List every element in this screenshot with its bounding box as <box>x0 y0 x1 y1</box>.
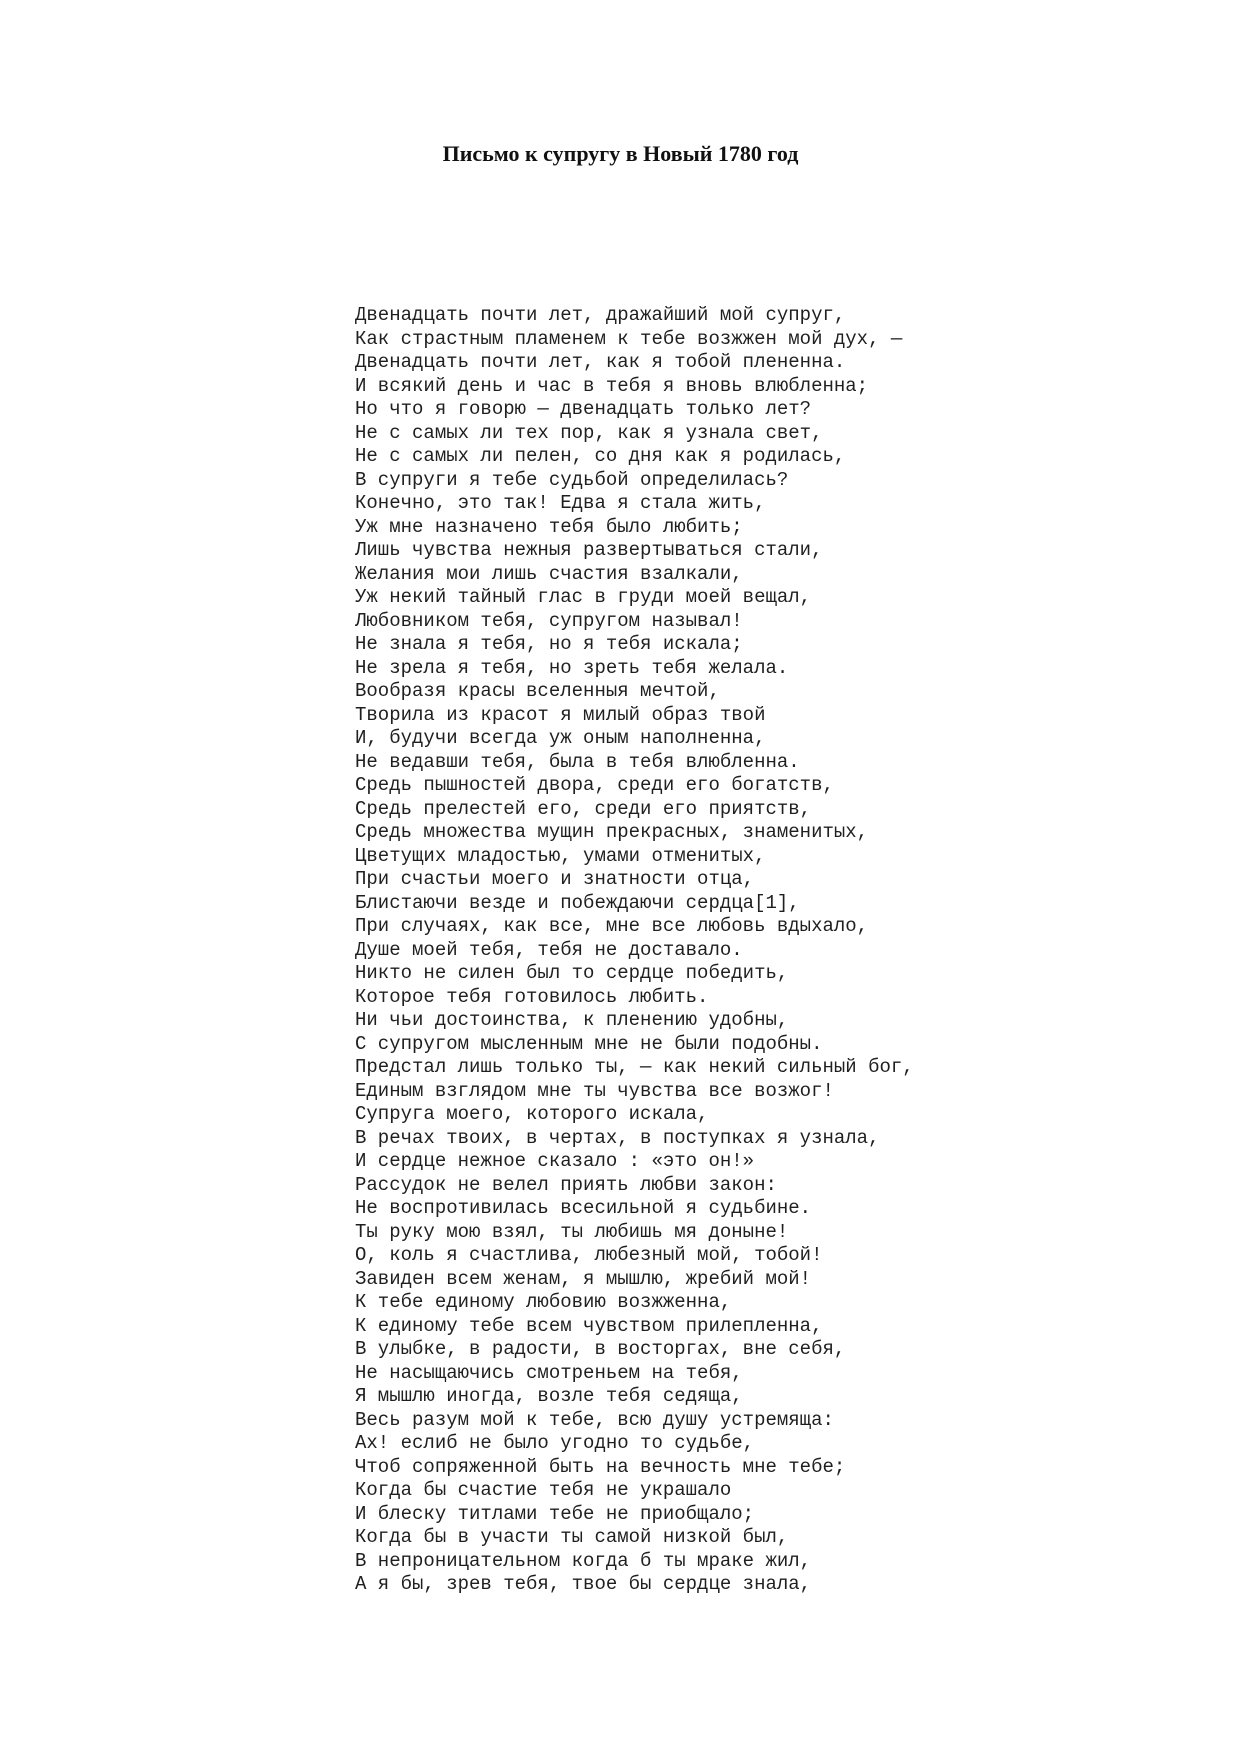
poem-line: Цветущих младостью, умами отменитых, <box>355 844 766 867</box>
poem-line: Уж мне назначено тебя было любить; <box>355 515 743 538</box>
poem-line: Любовником тебя, супругом называл! <box>355 609 743 632</box>
poem-line: И сердце нежное сказало : «это он!» <box>355 1150 755 1172</box>
poem-line: Я мышлю иногда, возле тебя седяща, <box>355 1385 743 1407</box>
poem-line: И блеску титлами тебе не приобщало; <box>355 1502 755 1525</box>
poem-line: Не ведавши тебя, была в тебя влюбленна. <box>355 750 800 773</box>
poem-line: О, коль я счастлива, любезный мой, тобой! <box>355 1244 823 1266</box>
poem-line: Не воспротивилась всесильной я судьбине. <box>355 1197 812 1219</box>
poem-line: При счастьи моего и знатности отца, <box>355 868 755 890</box>
poem-line: Двенадцать почти лет, как я тобой плененна. <box>355 351 846 373</box>
poem-line: В супруги я тебе судьбой определилась? <box>355 468 789 491</box>
poem-line: К тебе единому любовию возжженна, <box>355 1291 732 1313</box>
poem-line: В непроницательном когда б ты мраке жил, <box>355 1549 812 1572</box>
poem-line: Вообразя красы вселенныя мечтой, <box>355 680 720 702</box>
poem-line: Когда бы счастие тебя не украшало <box>355 1479 732 1501</box>
poem-line: Рассудок не велел приять любви закон: <box>355 1173 777 1196</box>
poem-line: Завиден всем женам, я мышлю, жребий мой! <box>355 1267 812 1290</box>
poem-line: При случаях, как все, мне все любовь вдыхало, <box>355 915 869 937</box>
poem-line: Средь пышностей двора, среди его богатств, <box>355 774 834 796</box>
poem-line: Ах! еслиб не было угодно то судьбе, <box>355 1432 755 1454</box>
poem-line: К единому тебе всем чувством прилепленна, <box>355 1314 823 1337</box>
poem-line: Лишь чувства нежныя развертываться стали, <box>355 539 823 561</box>
poem-line: Не знала я тебя, но я тебя искала; <box>355 633 743 655</box>
poem-line: Весь разум мой к тебе, всю душу устремяща: <box>355 1408 834 1431</box>
poem-line: Уж некий тайный глас в груди моей вещал, <box>355 586 812 608</box>
poem-line: Не с самых ли тех пор, как я узнала свет, <box>355 421 823 444</box>
poem-line: Творила из красот я милый образ твой <box>355 703 766 726</box>
poem-line: Средь прелестей его, среди его приятств, <box>355 797 812 820</box>
poem-line: Не насыщаючись смотреньем на тебя, <box>355 1361 743 1384</box>
poem-line: Как страстным пламенем к тебе возжжен мой дух, — <box>355 327 903 350</box>
poem-line: Никто не силен был то сердце победить, <box>355 962 789 984</box>
poem-line: С супругом мысленным мне не были подобны. <box>355 1032 823 1055</box>
poem-line: Двенадцать почти лет, дражайший мой супруг, <box>355 304 846 326</box>
poem-line: И всякий день и час в тебя я вновь влюбленна; <box>355 374 869 397</box>
poem-line: И, будучи всегда уж оным наполненна, <box>355 727 766 749</box>
poem-line: Но что я говорю — двенадцать только лет? <box>355 398 812 420</box>
poem-line: Единым взглядом мне ты чувства все возжог! <box>355 1079 834 1102</box>
poem-line: Чтоб сопряженной быть на вечность мне тебе; <box>355 1455 846 1478</box>
poem-line: Не зрела я тебя, но зреть тебя желала. <box>355 656 789 679</box>
poem-line: Ни чьи достоинства, к пленению удобны, <box>355 1009 789 1031</box>
poem-line: А я бы, зрев тебя, твое бы сердце знала, <box>355 1573 812 1595</box>
poem-line: Конечно, это так! Едва я стала жить, <box>355 492 766 514</box>
poem-line: Ты руку мою взял, ты любишь мя доныне! <box>355 1220 789 1243</box>
poem-line: Супруга моего, которого искала, <box>355 1103 709 1125</box>
poem-line: Не с самых ли пелен, со дня как я родилась, <box>355 445 846 467</box>
poem-line: В улыбке, в радости, в восторгах, вне себя, <box>355 1338 846 1360</box>
poem-line: Блистаючи везде и побеждаючи сердца[1], <box>355 891 800 914</box>
poem-line: Душе моей тебя, тебя не доставало. <box>355 938 743 961</box>
poem-line: Предстал лишь только ты, — как некий сильный бог, <box>355 1056 914 1078</box>
poem-line: Желания мои лишь счастия взалкали, <box>355 562 743 585</box>
document-title: Письмо к супругу в Новый 1780 год <box>442 141 799 166</box>
poem-line: Когда бы в участи ты самой низкой был, <box>355 1526 789 1548</box>
poem-line: Средь множества мущин прекрасных, знаменитых, <box>355 821 869 843</box>
poem-line: Которое тебя готовилось любить. <box>355 985 709 1008</box>
poem-line: В речах твоих, в чертах, в поступках я узнала, <box>355 1126 880 1149</box>
poem-text <box>355 304 914 1597</box>
